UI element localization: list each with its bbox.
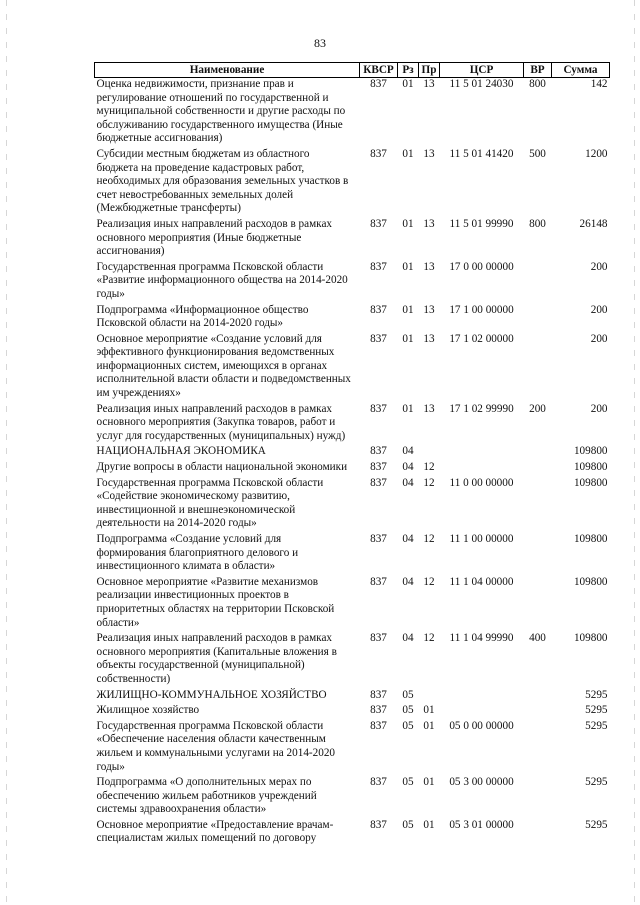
- cell-name: Жилищное хозяйство: [96, 704, 200, 717]
- cell-vr: 800: [529, 78, 546, 90]
- cell-vr: [524, 445, 552, 461]
- cell-pr: 01: [423, 776, 435, 789]
- cell-sum: 109800: [573, 445, 608, 458]
- cell-vr: [524, 720, 552, 776]
- table-row: [95, 704, 610, 720]
- cell-name: Реализация иных направлений расходов в рамках основного мероприятия (Капитальные вложения в объекты государственной (муниципальной) собственности): [96, 632, 337, 685]
- table-row: [95, 78, 610, 148]
- cell-csr: 05 3 00 00000: [449, 776, 514, 789]
- cell-pr: 12: [423, 476, 435, 489]
- cell-kvsr: 837: [370, 461, 387, 474]
- cell-rz: 05: [402, 704, 414, 717]
- right-scan-edge: [634, 0, 635, 905]
- cell-vr: [524, 576, 552, 632]
- cell-name: Субсидии местным бюджетам из областного бюджета на проведение кадастровых работ, необходимых для образования земельных участков в счет невостребованных земельных долей (Межбюджетные трансферты): [96, 147, 349, 215]
- cell-name: Основное мероприятие «Развитие механизмов реализации инвестиционных проектов в приоритетных областях на территории Псковской области»: [96, 575, 335, 629]
- cell-rz: 04: [402, 575, 414, 588]
- cell-pr: 01: [423, 818, 435, 831]
- cell-kvsr: 837: [370, 217, 387, 230]
- cell-sum: 200: [590, 303, 608, 316]
- cell-name: Государственная программа Псковской области «Обеспечение населения области качественным жильем и коммунальными услугами на 2014-2020 годы»: [96, 719, 336, 773]
- cell-vr: [524, 776, 552, 819]
- table-row: [95, 333, 610, 403]
- cell-sum: 5295: [585, 688, 608, 701]
- table-row: [95, 477, 610, 533]
- cell-csr: 11 5 01 24030: [449, 78, 514, 90]
- cell-rz: 04: [402, 461, 414, 474]
- cell-vr: [524, 819, 552, 848]
- cell-kvsr: 837: [370, 332, 387, 345]
- cell-csr: 11 0 00 00000: [449, 476, 514, 489]
- cell-csr: 17 1 02 99990: [449, 402, 514, 415]
- cell-kvsr: 837: [370, 632, 387, 645]
- cell-name: Основное мероприятие «Создание условий для эффективного функционирования ведомственных информационных систем, имеющихся в органах исполнительной власти области и подведомственных им учреждениях»: [96, 332, 351, 400]
- cell-csr: 11 1 04 99990: [449, 632, 514, 645]
- cell-rz: 04: [402, 632, 414, 645]
- header-kvsr: КВСР: [360, 63, 398, 78]
- page-number: 83: [314, 36, 326, 50]
- cell-rz: 01: [402, 260, 414, 273]
- header-vr: ВР: [524, 63, 552, 78]
- cell-sum: 109800: [573, 632, 608, 645]
- table-row: [95, 819, 610, 848]
- cell-pr: 12: [423, 461, 435, 474]
- cell-name: Подпрограмма «О дополнительных мерах по обеспечению жильем работников учреждений системы здравоохранения области»: [96, 776, 317, 816]
- cell-pr: 13: [423, 217, 435, 230]
- cell-name: Государственная программа Псковской области «Развитие информационного общества на 2014-2020 годы»: [96, 260, 348, 300]
- cell-sum: 142: [590, 78, 608, 90]
- cell-pr: 13: [423, 303, 435, 316]
- cell-csr: 05 0 00 00000: [449, 719, 514, 732]
- table-row: [95, 445, 610, 461]
- cell-sum: 5295: [585, 719, 608, 732]
- table-header-row: [95, 63, 610, 78]
- cell-name: Подпрограмма «Информационное общество Псковской области на 2014-2020 годы»: [96, 303, 309, 330]
- cell-sum: 26148: [579, 217, 608, 230]
- cell-csr: 17 1 00 00000: [449, 303, 514, 316]
- cell-name: Оценка недвижимости, признание прав и регулирование отношений по государственной и муниципальной собственности и другие расходы по обслуживанию государственного имущества (Иные бюджетные ассигнования): [96, 78, 346, 145]
- cell-rz: 01: [402, 147, 414, 160]
- cell-pr: 13: [423, 260, 435, 273]
- budget-table: [94, 62, 610, 848]
- cell-sum: 200: [590, 260, 608, 273]
- table-row: [95, 576, 610, 632]
- cell-pr: 13: [423, 78, 435, 90]
- cell-csr: [440, 704, 524, 720]
- cell-rz: 05: [402, 776, 414, 789]
- header-pr: Пр: [419, 63, 440, 78]
- cell-sum: 5295: [585, 704, 608, 717]
- cell-pr: 13: [423, 147, 435, 160]
- header-name: Наименование: [95, 63, 360, 78]
- cell-sum: 109800: [573, 575, 608, 588]
- table-row: [95, 403, 610, 446]
- cell-kvsr: 837: [370, 78, 387, 90]
- cell-name: Другие вопросы в области национальной экономики: [96, 461, 348, 474]
- cell-kvsr: 837: [370, 445, 387, 458]
- cell-vr: [524, 461, 552, 477]
- cell-name: Реализация иных направлений расходов в рамках основного мероприятия (Иные бюджетные ассигнования): [96, 217, 333, 258]
- header-sum: Сумма: [552, 63, 610, 78]
- cell-kvsr: 837: [370, 476, 387, 489]
- table-row: [95, 720, 610, 776]
- cell-vr: [524, 533, 552, 576]
- cell-pr: 01: [423, 704, 435, 717]
- table-row: [95, 148, 610, 218]
- cell-vr: [524, 477, 552, 533]
- cell-pr: 13: [423, 332, 435, 345]
- cell-kvsr: 837: [370, 147, 387, 160]
- cell-csr: 05 3 01 00000: [449, 818, 514, 831]
- cell-rz: 05: [402, 688, 414, 701]
- cell-sum: 109800: [573, 461, 608, 474]
- cell-rz: 04: [402, 445, 414, 458]
- cell-name: Основное мероприятие «Предоставление врачам-специалистам жилых помещений по договору: [96, 818, 334, 845]
- cell-rz: 04: [402, 476, 414, 489]
- table-row: [95, 304, 610, 333]
- cell-csr: [440, 461, 524, 477]
- left-scan-edge: [6, 0, 7, 905]
- cell-rz: 01: [402, 217, 414, 230]
- cell-sum: 109800: [573, 476, 608, 489]
- cell-kvsr: 837: [370, 260, 387, 273]
- cell-csr: 17 1 02 00000: [449, 332, 514, 345]
- cell-vr: 800: [529, 217, 546, 230]
- cell-vr: [524, 704, 552, 720]
- cell-vr: 400: [529, 632, 546, 645]
- cell-rz: 05: [402, 719, 414, 732]
- cell-csr: [440, 689, 524, 705]
- cell-vr: 500: [529, 147, 546, 160]
- cell-name: Подпрограмма «Создание условий для формирования благоприятного делового и инвестиционного климата в области»: [96, 533, 299, 573]
- cell-sum: 200: [590, 332, 608, 345]
- cell-rz: 01: [402, 402, 414, 415]
- table-body: [95, 78, 610, 849]
- table-row: [95, 461, 610, 477]
- cell-csr: 11 1 00 00000: [449, 533, 514, 545]
- cell-vr: [524, 261, 552, 304]
- table-row: [95, 218, 610, 261]
- cell-sum: 109800: [573, 533, 608, 545]
- cell-pr: 01: [423, 719, 435, 732]
- cell-pr: 12: [423, 575, 435, 588]
- cell-rz: 01: [402, 332, 414, 345]
- cell-vr: [524, 333, 552, 403]
- cell-sum: 1200: [585, 147, 608, 160]
- cell-pr: 12: [423, 533, 435, 545]
- cell-name: Государственная программа Псковской области «Содействие экономическому развитию, инвестиционной и внешнеэкономической деятельности на 2014-2020 годы»: [96, 476, 324, 530]
- cell-vr: [524, 304, 552, 333]
- cell-pr: [419, 445, 440, 461]
- table-row: [95, 533, 610, 576]
- cell-kvsr: 837: [370, 704, 387, 717]
- cell-vr: [524, 689, 552, 705]
- cell-rz: 01: [402, 78, 414, 90]
- cell-kvsr: 837: [370, 575, 387, 588]
- header-rz: Рз: [398, 63, 419, 78]
- table-row: [95, 261, 610, 304]
- cell-csr: 11 1 04 00000: [449, 575, 514, 588]
- cell-kvsr: 837: [370, 818, 387, 831]
- cell-name: НАЦИОНАЛЬНАЯ ЭКОНОМИКА: [96, 445, 266, 458]
- cell-kvsr: 837: [370, 776, 387, 789]
- table-row: [95, 776, 610, 819]
- cell-kvsr: 837: [370, 402, 387, 415]
- cell-kvsr: 837: [370, 688, 387, 701]
- cell-csr: 17 0 00 00000: [449, 260, 514, 273]
- cell-name: ЖИЛИЩНО-КОММУНАЛЬНОЕ ХОЗЯЙСТВО: [96, 688, 327, 701]
- cell-pr: [419, 689, 440, 705]
- table-row: [95, 632, 610, 688]
- cell-kvsr: 837: [370, 303, 387, 316]
- cell-csr: 11 5 01 99990: [449, 217, 514, 230]
- table-row: [95, 689, 610, 705]
- cell-kvsr: 837: [370, 533, 387, 545]
- cell-csr: [440, 445, 524, 461]
- cell-sum: 5295: [585, 818, 608, 831]
- cell-rz: 01: [402, 303, 414, 316]
- header-csr: ЦСР: [440, 63, 524, 78]
- cell-rz: 05: [402, 818, 414, 831]
- cell-pr: 12: [423, 632, 435, 645]
- cell-name: Реализация иных направлений расходов в рамках основного мероприятия (Закупка товаров, работ и услуг для государственных (муниципальных) нужд): [96, 402, 346, 442]
- cell-sum: 5295: [585, 776, 608, 789]
- cell-kvsr: 837: [370, 719, 387, 732]
- cell-vr: 200: [529, 402, 546, 415]
- cell-rz: 04: [402, 533, 414, 545]
- cell-sum: 200: [590, 402, 608, 415]
- cell-csr: 11 5 01 41420: [449, 147, 514, 160]
- cell-pr: 13: [423, 402, 435, 415]
